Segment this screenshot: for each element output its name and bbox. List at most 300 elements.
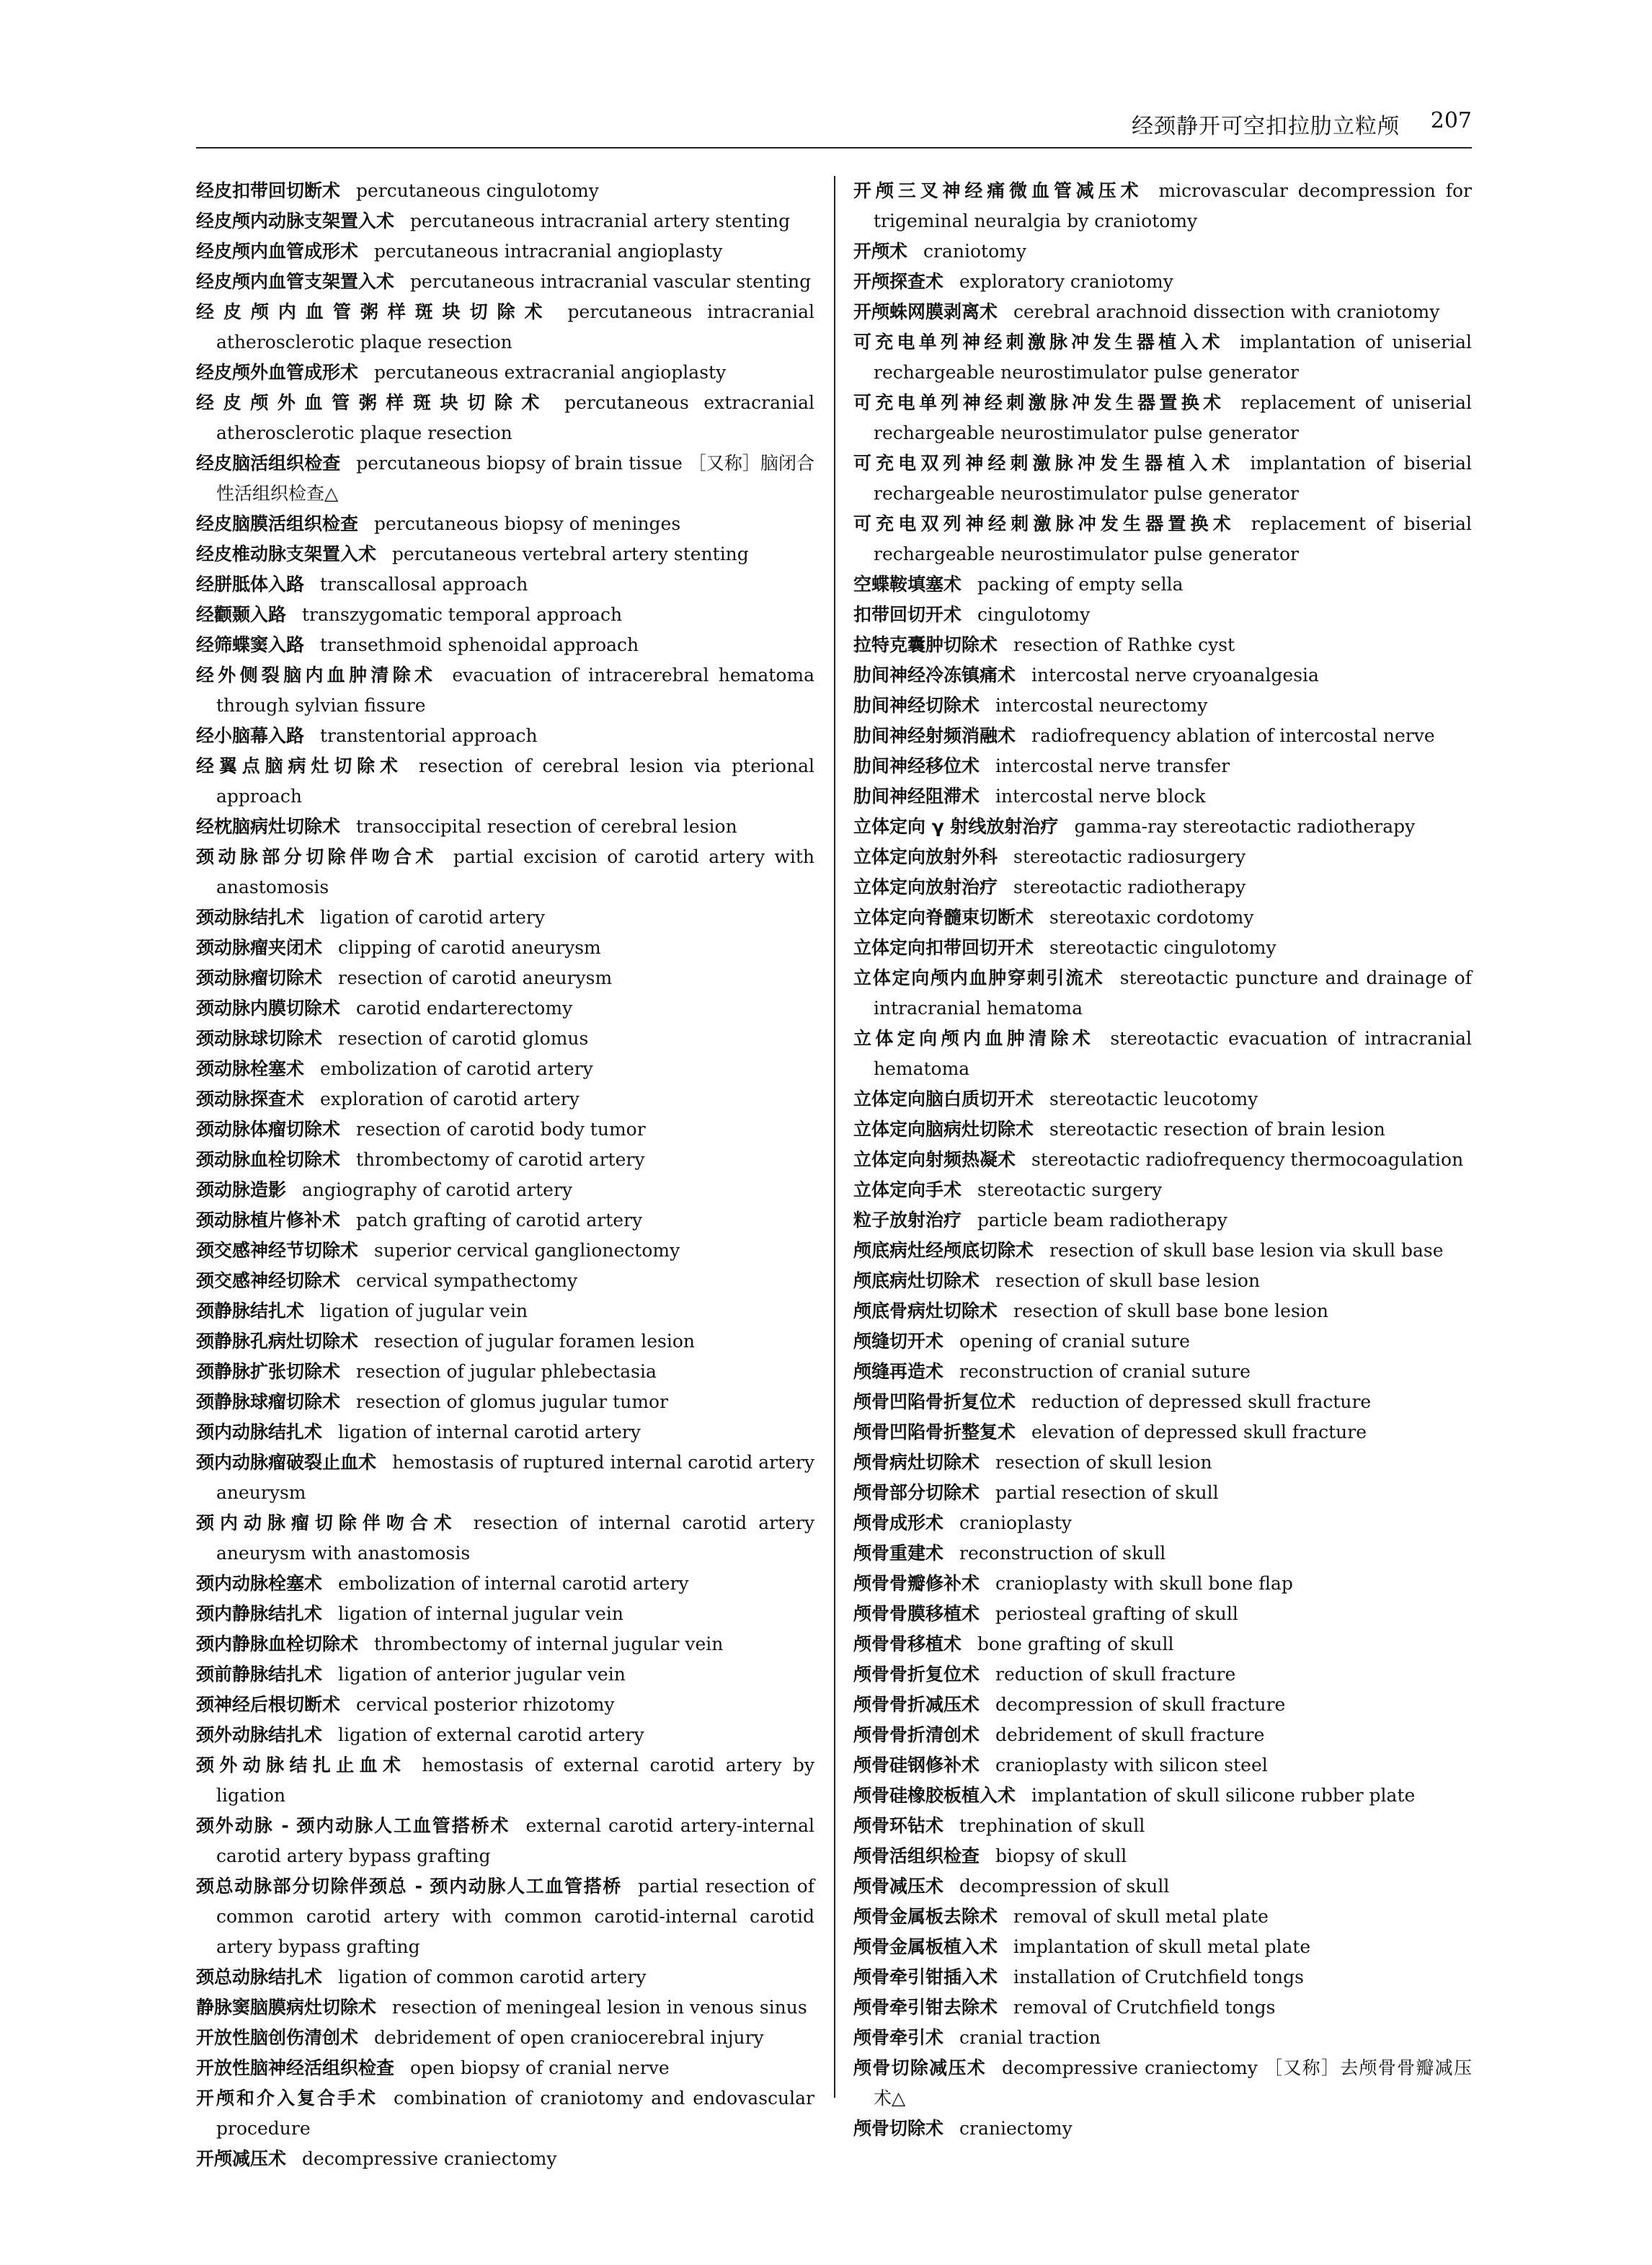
term-english: partial excision of carotid artery with anastomosis [216,846,814,897]
term-chinese: 立体定向脊髓束切断术 [853,907,1034,928]
page-header [196,101,1472,149]
term-entry [196,1993,814,2023]
term-english: implantation of skull metal plate [1013,1936,1311,1957]
term-entry [196,1387,814,1417]
term-entry [196,2023,814,2053]
term-entry [853,236,1472,267]
term-entry [853,1629,1472,1659]
term-chinese: 颅骨环钻术 [853,1815,944,1836]
term-chinese: 颅骨病灶切除术 [853,1452,980,1473]
term-entry [853,1720,1472,1750]
term-entry [853,1902,1472,1932]
term-chinese: 经皮颅内血管成形术 [196,241,359,262]
term-entry [853,1781,1472,1811]
term-chinese: 立体定向放射治疗 [853,877,998,897]
term-english: patch grafting of carotid artery [356,1210,643,1231]
term-chinese: 颅骨金属板去除术 [853,1906,998,1927]
term-entry [853,1326,1472,1357]
term-chinese: 颅骨切除术 [853,2118,944,2139]
term-english: percutaneous intracranial angioplasty [374,241,723,262]
term-entry [853,569,1472,600]
term-entry [853,1569,1472,1599]
term-entry [196,176,814,206]
term-english: stereotactic radiosurgery [1013,846,1246,867]
term-entry [853,1357,1472,1387]
term-chinese: 可充电双列神经刺激脉冲发生器植入术 [853,453,1235,474]
term-entry [853,1478,1472,1508]
term-english: implantation of uniserial rechargeable neurostimulator pulse generator [874,332,1472,383]
term-english: implantation of biserial rechargeable neurostimulator pulse generator [874,453,1472,504]
term-chinese: 颅骨凹陷骨折复位术 [853,1391,1016,1412]
term-english: ligation of internal carotid artery [338,1422,641,1442]
term-entry [196,1690,814,1720]
term-english: debridement of open craniocerebral injury [374,2027,764,2048]
term-entry [853,1538,1472,1569]
term-entry [853,1175,1472,1205]
term-english: stereotactic puncture and drainage of intracranial hematoma [874,967,1472,1019]
term-entry [853,630,1472,660]
term-english: ligation of jugular vein [320,1300,528,1321]
term-english: embolization of internal carotid artery [338,1573,689,1594]
term-entry [853,176,1472,236]
term-entry [853,1811,1472,1841]
term-chinese: 颅骨骨折复位术 [853,1664,980,1685]
term-english: stereotactic leucotomy [1049,1089,1258,1109]
term-chinese: 经胼胝体入路 [196,574,305,595]
term-english: intercostal nerve transfer [995,755,1230,776]
term-chinese: 颈动脉植片修补术 [196,1210,341,1231]
term-entry [853,1417,1472,1448]
term-entry [853,1084,1472,1114]
term-entry [853,1750,1472,1781]
term-chinese: 颅底病灶切除术 [853,1270,980,1291]
term-entry [196,358,814,388]
term-entry [853,1690,1472,1720]
term-english: hemostasis of external carotid artery by ligation [216,1755,814,1806]
term-entry [196,206,814,236]
term-chinese: 颅骨牵引术 [853,2027,944,2048]
term-entry [196,1508,814,1569]
term-chinese: 颈外动脉结扎止血术 [196,1755,407,1776]
term-chinese: 颅骨活组织检查 [853,1845,980,1866]
term-entry [853,963,1472,1024]
term-entry [853,509,1472,569]
term-english: bone grafting of skull [977,1634,1174,1654]
term-english: decompressive craniectomy [302,2148,557,2169]
term-entry [196,993,814,1024]
term-chinese: 经小脑幕入路 [196,725,305,746]
term-entry [196,1024,814,1054]
term-entry [853,297,1472,327]
term-english: partial resection of common carotid artery with common carotid-internal carotid artery bypass grafting [216,1876,814,1957]
term-entry [196,2144,814,2174]
term-english: external carotid artery-internal carotid artery bypass grafting [216,1815,814,1866]
term-entry [196,448,814,509]
term-english: transoccipital resection of cerebral lesion [356,816,737,837]
term-english: debridement of skull fracture [995,1724,1265,1745]
term-english: stereotactic surgery [977,1179,1163,1200]
term-english: cerebral arachnoid dissection with craniotomy [1013,301,1440,322]
term-chinese: 开颅探查术 [853,271,944,292]
term-chinese: 颅骨硅橡胶板植入术 [853,1785,1016,1806]
term-entry [853,872,1472,903]
term-chinese: 静脉窦脑膜病灶切除术 [196,1997,377,2018]
term-chinese: 立体定向颅内血肿穿刺引流术 [853,967,1104,988]
term-chinese: 颈内动脉栓塞术 [196,1573,323,1594]
term-entry [853,1205,1472,1236]
term-chinese: 颅骨骨折清创术 [853,1724,980,1745]
term-english: reconstruction of skull [959,1543,1166,1564]
term-chinese: 开放性脑神经活组织检查 [196,2057,395,2078]
term-english: resection of jugular phlebectasia [356,1361,657,1382]
term-chinese: 颈交感神经切除术 [196,1270,341,1291]
term-chinese: 颅骨牵引钳去除术 [853,1997,998,2018]
term-chinese: 颅骨骨折减压术 [853,1694,980,1715]
term-english: decompression of skull fracture [995,1694,1286,1715]
term-english: trephination of skull [959,1815,1145,1836]
term-chinese: 扣带回切开术 [853,604,962,625]
term-entry [196,1720,814,1750]
term-english: elevation of depressed skull fracture [1031,1422,1367,1442]
term-chinese: 经外侧裂脑内血肿清除术 [196,665,437,686]
term-english: exploratory craniotomy [959,271,1173,292]
term-chinese: 立体定向脑白质切开术 [853,1089,1034,1109]
term-entry [196,903,814,933]
term-chinese: 颈内动脉瘤切除伴吻合术 [196,1512,458,1533]
term-english: superior cervical ganglionectomy [374,1240,680,1261]
term-chinese: 颈动脉球切除术 [196,1028,323,1049]
term-entry [853,933,1472,963]
term-entry [853,691,1472,721]
term-entry [853,448,1472,509]
term-chinese: 颅骨骨移植术 [853,1634,962,1654]
term-chinese: 可充电单列神经刺激脉冲发生器置换术 [853,392,1225,413]
term-english: resection of internal carotid artery aneurysm with anastomosis [216,1512,814,1564]
term-english: cervical posterior rhizotomy [356,1694,615,1715]
term-chinese: 颅骨牵引钳插入术 [853,1967,998,1987]
term-chinese: 颅骨金属板植入术 [853,1936,998,1957]
term-entry [853,2053,1472,2114]
term-chinese: 颈静脉球瘤切除术 [196,1391,341,1412]
right-column [853,176,1472,2144]
term-entry [196,539,814,569]
term-chinese: 颈静脉扩张切除术 [196,1361,341,1382]
term-chinese: 可充电单列神经刺激脉冲发生器植入术 [853,332,1224,353]
term-entry [196,630,814,660]
term-entry [196,1145,814,1175]
term-english: percutaneous cingulotomy [356,180,599,201]
term-entry [853,751,1472,781]
term-entry [196,267,814,297]
term-entry [196,842,814,903]
term-english: resection of jugular foramen lesion [374,1331,696,1352]
term-english: decompressive craniectomy [1002,2057,1258,2078]
term-entry [196,751,814,812]
term-english: resection of skull base lesion [995,1270,1261,1291]
term-english: resection of meningeal lesion in venous sinus [392,1997,807,2018]
term-entry [853,267,1472,297]
term-chinese: 粒子放射治疗 [853,1210,962,1231]
term-english: cervical sympathectomy [356,1270,578,1291]
term-chinese: 经皮颅外血管粥样斑块切除术 [196,392,549,413]
term-entry [853,1962,1472,1993]
term-chinese: 颈动脉内膜切除术 [196,998,341,1019]
term-english: ligation of external carotid artery [338,1724,644,1745]
term-english: reconstruction of cranial suture [959,1361,1251,1382]
term-entry [196,660,814,721]
term-entry [853,1871,1472,1902]
term-entry [196,388,814,448]
term-english: resection of carotid glomus [338,1028,589,1049]
term-chinese: 颈动脉栓塞术 [196,1058,305,1079]
term-english: stereotactic cingulotomy [1049,937,1276,958]
term-entry [196,1114,814,1145]
term-english: angiography of carotid artery [302,1179,573,1200]
term-english: transzygomatic temporal approach [302,604,623,625]
term-chinese: 经筛蝶窦入路 [196,634,305,655]
term-english: percutaneous biopsy of meninges [374,513,681,534]
term-chinese: 颈总动脉部分切除伴颈总 - 颈内动脉人工血管搭桥 [196,1876,623,1897]
term-chinese: 颈动脉造影 [196,1179,287,1200]
term-chinese: 颈动脉结扎术 [196,907,305,928]
term-chinese: 颈前静脉结扎术 [196,1664,323,1685]
term-chinese: 开放性脑创伤清创术 [196,2027,359,2048]
term-entry [853,1993,1472,2023]
term-entry [196,1448,814,1508]
term-chinese: 颈神经后根切断术 [196,1694,341,1715]
term-english: stereotaxic cordotomy [1049,907,1254,928]
term-english: packing of empty sella [977,574,1184,595]
term-chinese: 颈静脉孔病灶切除术 [196,1331,359,1352]
term-chinese: 颅骨减压术 [853,1876,944,1897]
term-english: reduction of skull fracture [995,1664,1236,1685]
term-chinese: 拉特克囊肿切除术 [853,634,998,655]
term-english: stereotactic resection of brain lesion [1049,1119,1385,1140]
term-entry [853,781,1472,812]
term-english: cranial traction [959,2027,1101,2048]
term-english: open biopsy of cranial nerve [410,2057,670,2078]
term-english: resection of glomus jugular tumor [356,1391,669,1412]
term-chinese: 肋间神经移位术 [853,755,980,776]
term-english: replacement of biserial rechargeable neurostimulator pulse generator [874,513,1472,564]
term-chinese: 开颅术 [853,241,908,262]
term-chinese: 经皮扣带回切断术 [196,180,341,201]
term-chinese: 立体定向 γ 射线放射治疗 [853,816,1059,837]
term-entry [196,1659,814,1690]
term-chinese: 颈总动脉结扎术 [196,1967,323,1987]
term-chinese: 空蝶鞍填塞术 [853,574,962,595]
term-english: embolization of carotid artery [320,1058,593,1079]
term-english: resection of skull lesion [995,1452,1212,1473]
term-chinese: 颈内静脉结扎术 [196,1603,323,1624]
term-chinese: 颈静脉结扎术 [196,1300,305,1321]
term-english: cranioplasty [959,1512,1072,1533]
term-english: exploration of carotid artery [320,1089,579,1109]
term-english: percutaneous intracranial vascular stenting [410,271,812,292]
term-english: ligation of common carotid artery [338,1967,647,1987]
term-entry [853,1296,1472,1326]
term-entry [853,903,1472,933]
term-chinese: 颅骨成形术 [853,1512,944,1533]
term-entry [196,2053,814,2083]
term-chinese: 颈动脉部分切除伴吻合术 [196,846,438,867]
term-english: replacement of uniserial rechargeable neurostimulator pulse generator [874,392,1472,443]
term-chinese: 颅骨部分切除术 [853,1482,980,1503]
term-entry [853,1266,1472,1296]
term-english: stereotactic evacuation of intracranial hematoma [874,1028,1472,1079]
term-entry [853,600,1472,630]
term-chinese: 经皮颅外血管成形术 [196,362,359,383]
term-chinese: 颈内动脉结扎术 [196,1422,323,1442]
term-english: ligation of internal jugular vein [338,1603,623,1624]
term-chinese: 肋间神经切除术 [853,695,980,716]
term-english: gamma-ray stereotactic radiotherapy [1074,816,1416,837]
term-entry [196,2083,814,2144]
term-entry [196,1962,814,1993]
term-entry [853,1932,1472,1962]
term-english: intercostal neurectomy [995,695,1208,716]
term-english: reduction of depressed skull fracture [1031,1391,1372,1412]
term-entry [853,1145,1472,1175]
term-entry [853,388,1472,448]
term-entry [853,1448,1472,1478]
term-chinese: 经枕脑病灶切除术 [196,816,341,837]
term-chinese: 肋间神经冷冻镇痛术 [853,665,1016,686]
term-chinese: 颈外动脉 - 颈内动脉人工血管搭桥术 [196,1815,510,1836]
term-entry [853,1508,1472,1538]
term-english: removal of Crutchfield tongs [1013,1997,1276,2018]
term-chinese: 颅骨骨膜移植术 [853,1603,980,1624]
term-chinese: 经皮椎动脉支架置入术 [196,544,377,564]
term-entry [196,812,814,842]
term-chinese: 开颅蛛网膜剥离术 [853,301,998,322]
term-chinese: 颈外动脉结扎术 [196,1724,323,1745]
term-chinese: 颅骨切除减压术 [853,2057,987,2078]
term-english: resection of carotid body tumor [356,1119,646,1140]
term-chinese: 经皮脑膜活组织检查 [196,513,359,534]
term-english: stereotactic radiofrequency thermocoagulation [1031,1149,1464,1170]
term-entry [196,1417,814,1448]
term-english: percutaneous intracranial artery stenting [410,210,791,231]
term-chinese: 经皮颅内血管粥样斑块切除术 [196,301,552,322]
term-alias-note: ［又称］去颅骨骨瓣减压术△ [874,2057,1472,2109]
term-chinese: 经皮颅内动脉支架置入术 [196,210,395,231]
term-chinese: 立体定向放射外科 [853,846,998,867]
term-chinese: 颈交感神经节切除术 [196,1240,359,1261]
term-english: biopsy of skull [995,1845,1127,1866]
term-entry [853,1024,1472,1084]
term-english: intercostal nerve cryoanalgesia [1031,665,1319,686]
term-english: thrombectomy of carotid artery [356,1149,645,1170]
term-english: transethmoid sphenoidal approach [320,634,639,655]
term-chinese: 立体定向颅内血肿清除术 [853,1028,1095,1049]
term-chinese: 颈动脉瘤夹闭术 [196,937,323,958]
term-entry [853,721,1472,751]
term-english: percutaneous biopsy of brain tissue [356,453,683,474]
term-chinese: 颅骨重建术 [853,1543,944,1564]
term-chinese: 颈内动脉瘤破裂止血术 [196,1452,377,1473]
page-number: 207 [1430,108,1472,133]
term-entry [853,842,1472,872]
term-entry [196,1266,814,1296]
term-english: craniotomy [923,241,1026,262]
term-chinese: 颅骨凹陷骨折整复术 [853,1422,1016,1442]
term-english: ligation of carotid artery [320,907,545,928]
term-alias-note: ［又称］脑闭合性活组织检查△ [216,453,814,504]
term-entry [196,1599,814,1629]
term-english: cranioplasty with silicon steel [995,1755,1268,1776]
term-english: hemostasis of ruptured internal carotid artery aneurysm [216,1452,814,1503]
term-english: percutaneous extracranial atherosclerotic plaque resection [216,392,814,443]
term-chinese: 经翼点脑病灶切除术 [196,755,403,776]
term-english: partial resection of skull [995,1482,1219,1503]
term-entry [196,1569,814,1599]
term-english: percutaneous extracranial angioplasty [374,362,727,383]
term-chinese: 颈动脉血栓切除术 [196,1149,341,1170]
term-chinese: 经颧颞入路 [196,604,287,625]
term-chinese: 开颅减压术 [196,2148,287,2169]
term-english: transtentorial approach [320,725,538,746]
term-chinese: 经皮颅内血管支架置入术 [196,271,395,292]
term-entry [196,1750,814,1811]
term-english: microvascular decompression for trigeminal neuralgia by craniotomy [874,180,1472,231]
term-english: resection of skull base bone lesion [1013,1300,1328,1321]
term-english: resection of skull base lesion via skull base [1049,1240,1444,1261]
term-entry [196,1054,814,1084]
term-english: combination of craniotomy and endovascular procedure [216,2088,814,2139]
term-chinese: 颈动脉体瘤切除术 [196,1119,341,1140]
term-chinese: 颅骨骨瓣修补术 [853,1573,980,1594]
term-entry [853,1236,1472,1266]
term-chinese: 颅骨硅钢修补术 [853,1755,980,1776]
term-entry [853,327,1472,388]
term-chinese: 颈内静脉血栓切除术 [196,1634,359,1654]
term-chinese: 立体定向手术 [853,1179,962,1200]
term-english: cranioplasty with skull bone flap [995,1573,1293,1594]
term-chinese: 开颅和介入复合手术 [196,2088,378,2109]
term-english: periosteal grafting of skull [995,1603,1238,1624]
term-english: clipping of carotid aneurysm [338,937,601,958]
term-entry [196,600,814,630]
term-chinese: 开颅三叉神经痛微血管减压术 [853,180,1143,201]
term-entry [196,721,814,751]
term-chinese: 颅底病灶经颅底切除术 [853,1240,1034,1261]
term-english: ligation of anterior jugular vein [338,1664,626,1685]
term-entry [853,660,1472,691]
term-entry [853,1841,1472,1871]
term-english: evacuation of intracerebral hematoma through sylvian fissure [216,665,814,716]
term-chinese: 颅底骨病灶切除术 [853,1300,998,1321]
term-entry [853,812,1472,842]
term-entry [853,1387,1472,1417]
term-english: percutaneous intracranial atherosclerotic plaque resection [216,301,814,353]
term-english: transcallosal approach [320,574,528,595]
term-english: resection of cerebral lesion via pterional approach [216,755,814,807]
term-entry [196,297,814,358]
term-chinese: 颅缝切开术 [853,1331,944,1352]
term-entry [853,2023,1472,2053]
term-entry [196,1084,814,1114]
term-english: radiofrequency ablation of intercostal nerve [1031,725,1435,746]
term-english: resection of carotid aneurysm [338,967,613,988]
term-entry [196,1296,814,1326]
running-head: 经颈静开可空扣拉肋立粒颅 [1132,114,1400,139]
term-entry [196,1871,814,1962]
term-english: intercostal nerve block [995,786,1206,807]
term-chinese: 颅缝再造术 [853,1361,944,1382]
term-entry [853,1659,1472,1690]
term-english: percutaneous vertebral artery stenting [392,544,749,564]
